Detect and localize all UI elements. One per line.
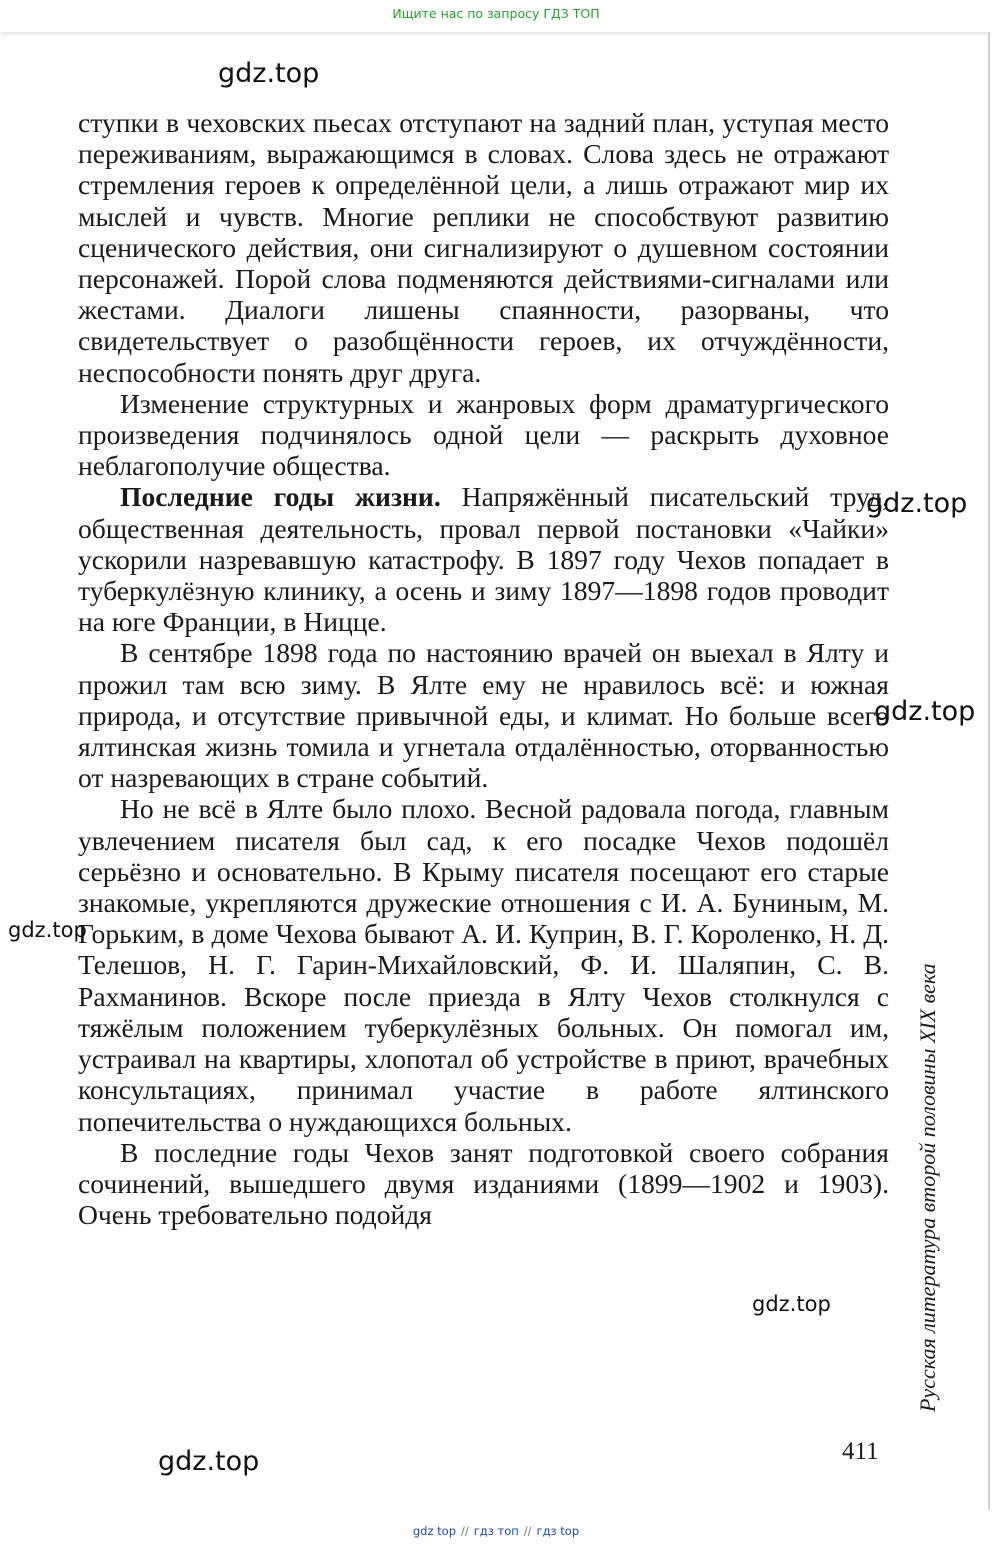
paragraph-3-text: Напряжённый писательский труд, общественная деятельность, провал первой постановки «Чайки» ускорили назревавшую катастрофу. В 1897 году Чехов попадает в туберкулёзную клинику, а осень и зиму 1897—1898 годов проводит на юге Франции, в Ницце. [78,481,889,638]
top-banner [0,0,992,32]
watermark: gdz.top [874,696,976,727]
footer-link-1[interactable]: gdz top [412,1524,456,1538]
footer-separator: // [461,1524,469,1538]
section-heading: Последние годы жизни. [120,481,441,513]
paragraph-6: В последние годы Чехов занят подготовкой своего собрания сочинений, вышедшего двумя изданиями (1899—1902 и 1903). Очень требовательно подойдя [78,1136,889,1231]
watermark: gdz.top [218,58,320,89]
vertical-section-caption: Русская литература второй половины XIX века [915,963,940,1412]
watermark: gdz.top [8,918,87,942]
search-hint-link[interactable]: Ищите нас по запросу ГДЗ ТОП [392,6,600,21]
footer-link-2[interactable]: гдз топ [473,1524,519,1538]
book-text [78,107,889,1230]
paragraph-5: Но не всё в Ялте было плохо. Весной радовала погода, главным увлечением писателя был сад, к его посадке Чехов подошёл серьёзно и основательно. В Крыму писателя посещают его старые знакомые, укрепляются дружеские отношения с И. А. Буниным, М. Горьким, в доме Чехова бывают А. И. Куприн, В. Г. Короленко, Н. Д. Телешов, Н. Г. Гарин-Михайловский, Ф. И. Шаляпин, С. В. Рахманинов. Вскоре после приезда в Ялту Чехов столкнулся с тяжёлым положением туберкулёзных больных. Он помогал им, устраивал на квартиры, хлопотал об устройстве в приют, врачебных консультациях, принимал участие в работе ялтинского попечительства о нуждающихся больных. [78,793,889,1137]
paragraph-4: В сентябре 1898 года по настоянию врачей он выехал в Ялту и прожил там всю зиму. В Ялте ему не нравилось всё: и южная природа, и отсутствие привычной еды, и климат. Но больше всего ялтинская жизнь томила и угнетала отдалённостью, оторванностью от назревающих в стране событий. [78,637,889,794]
page-edge-divider [988,32,990,1510]
footer-link-3[interactable]: гдз top [536,1524,580,1538]
watermark: gdz.top [866,488,968,519]
paragraph-3 [78,481,889,637]
watermark: gdz.top [158,1446,260,1477]
footer-separator: // [523,1524,532,1538]
footer-links [0,1524,992,1538]
watermark: gdz.top [752,1292,831,1316]
page-number: 411 [842,1438,879,1465]
paragraph-2: Изменение структурных и жанровых форм драматургического произведения подчинялось одной цели — раскрыть духовное неблагополучие общества. [78,387,889,482]
paragraph-1: ступки в чеховских пьесах отступают на задний план, уступая место переживаниям, выражающимся в словах. Слова здесь не отражают стремления героев к определённой цели, а лишь отражают мир их мыслей и чувств. Многие реплики не способствуют развитию сценического действия, они сигнализируют о душевном состоянии персонажей. Порой слова подменяются действиями-сигналами или жестами. Диалоги лишены спаянности, разорваны, что свидетельствует о разобщённости героев, их отчуждённости, неспособности понять друг друга. [78,107,889,388]
